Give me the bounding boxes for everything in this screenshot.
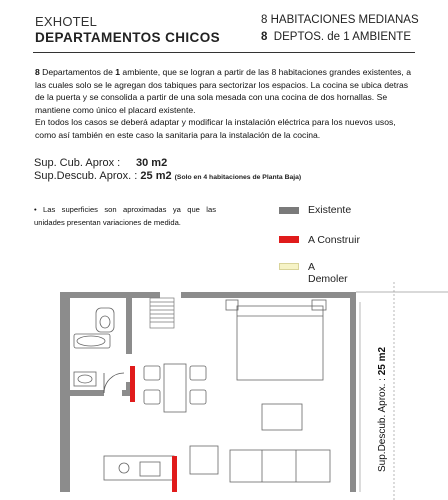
units-count: 8 [261,31,268,43]
desc-text-b: ambiente, que se logran a partir de las 8 habitaciones grandes existentes, a las cuales solo se le agregan dos tabiques para sectorizar los espacios. La cocina se ubica detras de la puerta y se consolida a partir de una sola mesada con una cocina de dos hornallas. Se mantiene como único el placard existente. [35,67,411,115]
desc-paragraph-2: En todos los casos se deberá adaptar y modificar la instalación eléctrica para los nuevos usos, como así también en este caso la sanitaria para la instalación de la cocina. [35,117,396,140]
units-label: DEPTOS. de 1 AMBIENTE [273,31,411,43]
header-divider [33,52,415,53]
desc-count: 8 [35,67,40,77]
measurement-note: • Las superficies son aproximadas ya que las unidades presentan variaciones de medida. [34,205,216,227]
legend-swatch-build [279,236,299,243]
uncovered-surface [34,170,301,182]
uncovered-surface-label: Sup.Descub. Aprox. : [34,170,138,182]
patio-edge [356,282,448,500]
legend-swatch-existing [279,207,299,214]
stair [150,298,174,328]
legend-label-build: A Construir [308,234,360,246]
page-title: DEPARTAMENTOS CHICOS [35,30,221,45]
door-swing [104,373,124,393]
plan-label-prefix: Sup.Descub. Aprox. : [377,378,388,472]
uncovered-surface-value: 25 m2 [140,170,172,182]
bed [226,300,326,380]
dining-table [144,364,206,412]
covered-surface [34,157,168,169]
new-walls [130,366,177,492]
plan-uncovered-surface-label [377,347,388,472]
sofa [190,404,330,482]
kitchen-counter [104,456,174,480]
desc-text-a: Departamentos de [39,67,116,77]
brand-name: EXHOTEL [35,14,98,29]
plan-label-value: 25 m2 [377,346,388,376]
uncovered-surface-note: (Solo en 4 habitaciones de Planta Baja) [174,174,302,181]
legend-label-demolish: A Demoler [308,261,348,285]
covered-surface-value: 30 m2 [136,157,168,169]
legend-label-existing: Existente [308,204,352,216]
description [35,66,415,142]
units-summary [261,31,411,43]
legend-swatch-demolish [279,263,299,270]
bathroom-fixtures [74,308,114,386]
covered-surface-label: Sup. Cub. Aprox : [34,157,121,169]
rooms-summary: 8 HABITACIONES MEDIANAS [261,14,419,26]
desc-count-rooms: 1 [115,67,121,77]
